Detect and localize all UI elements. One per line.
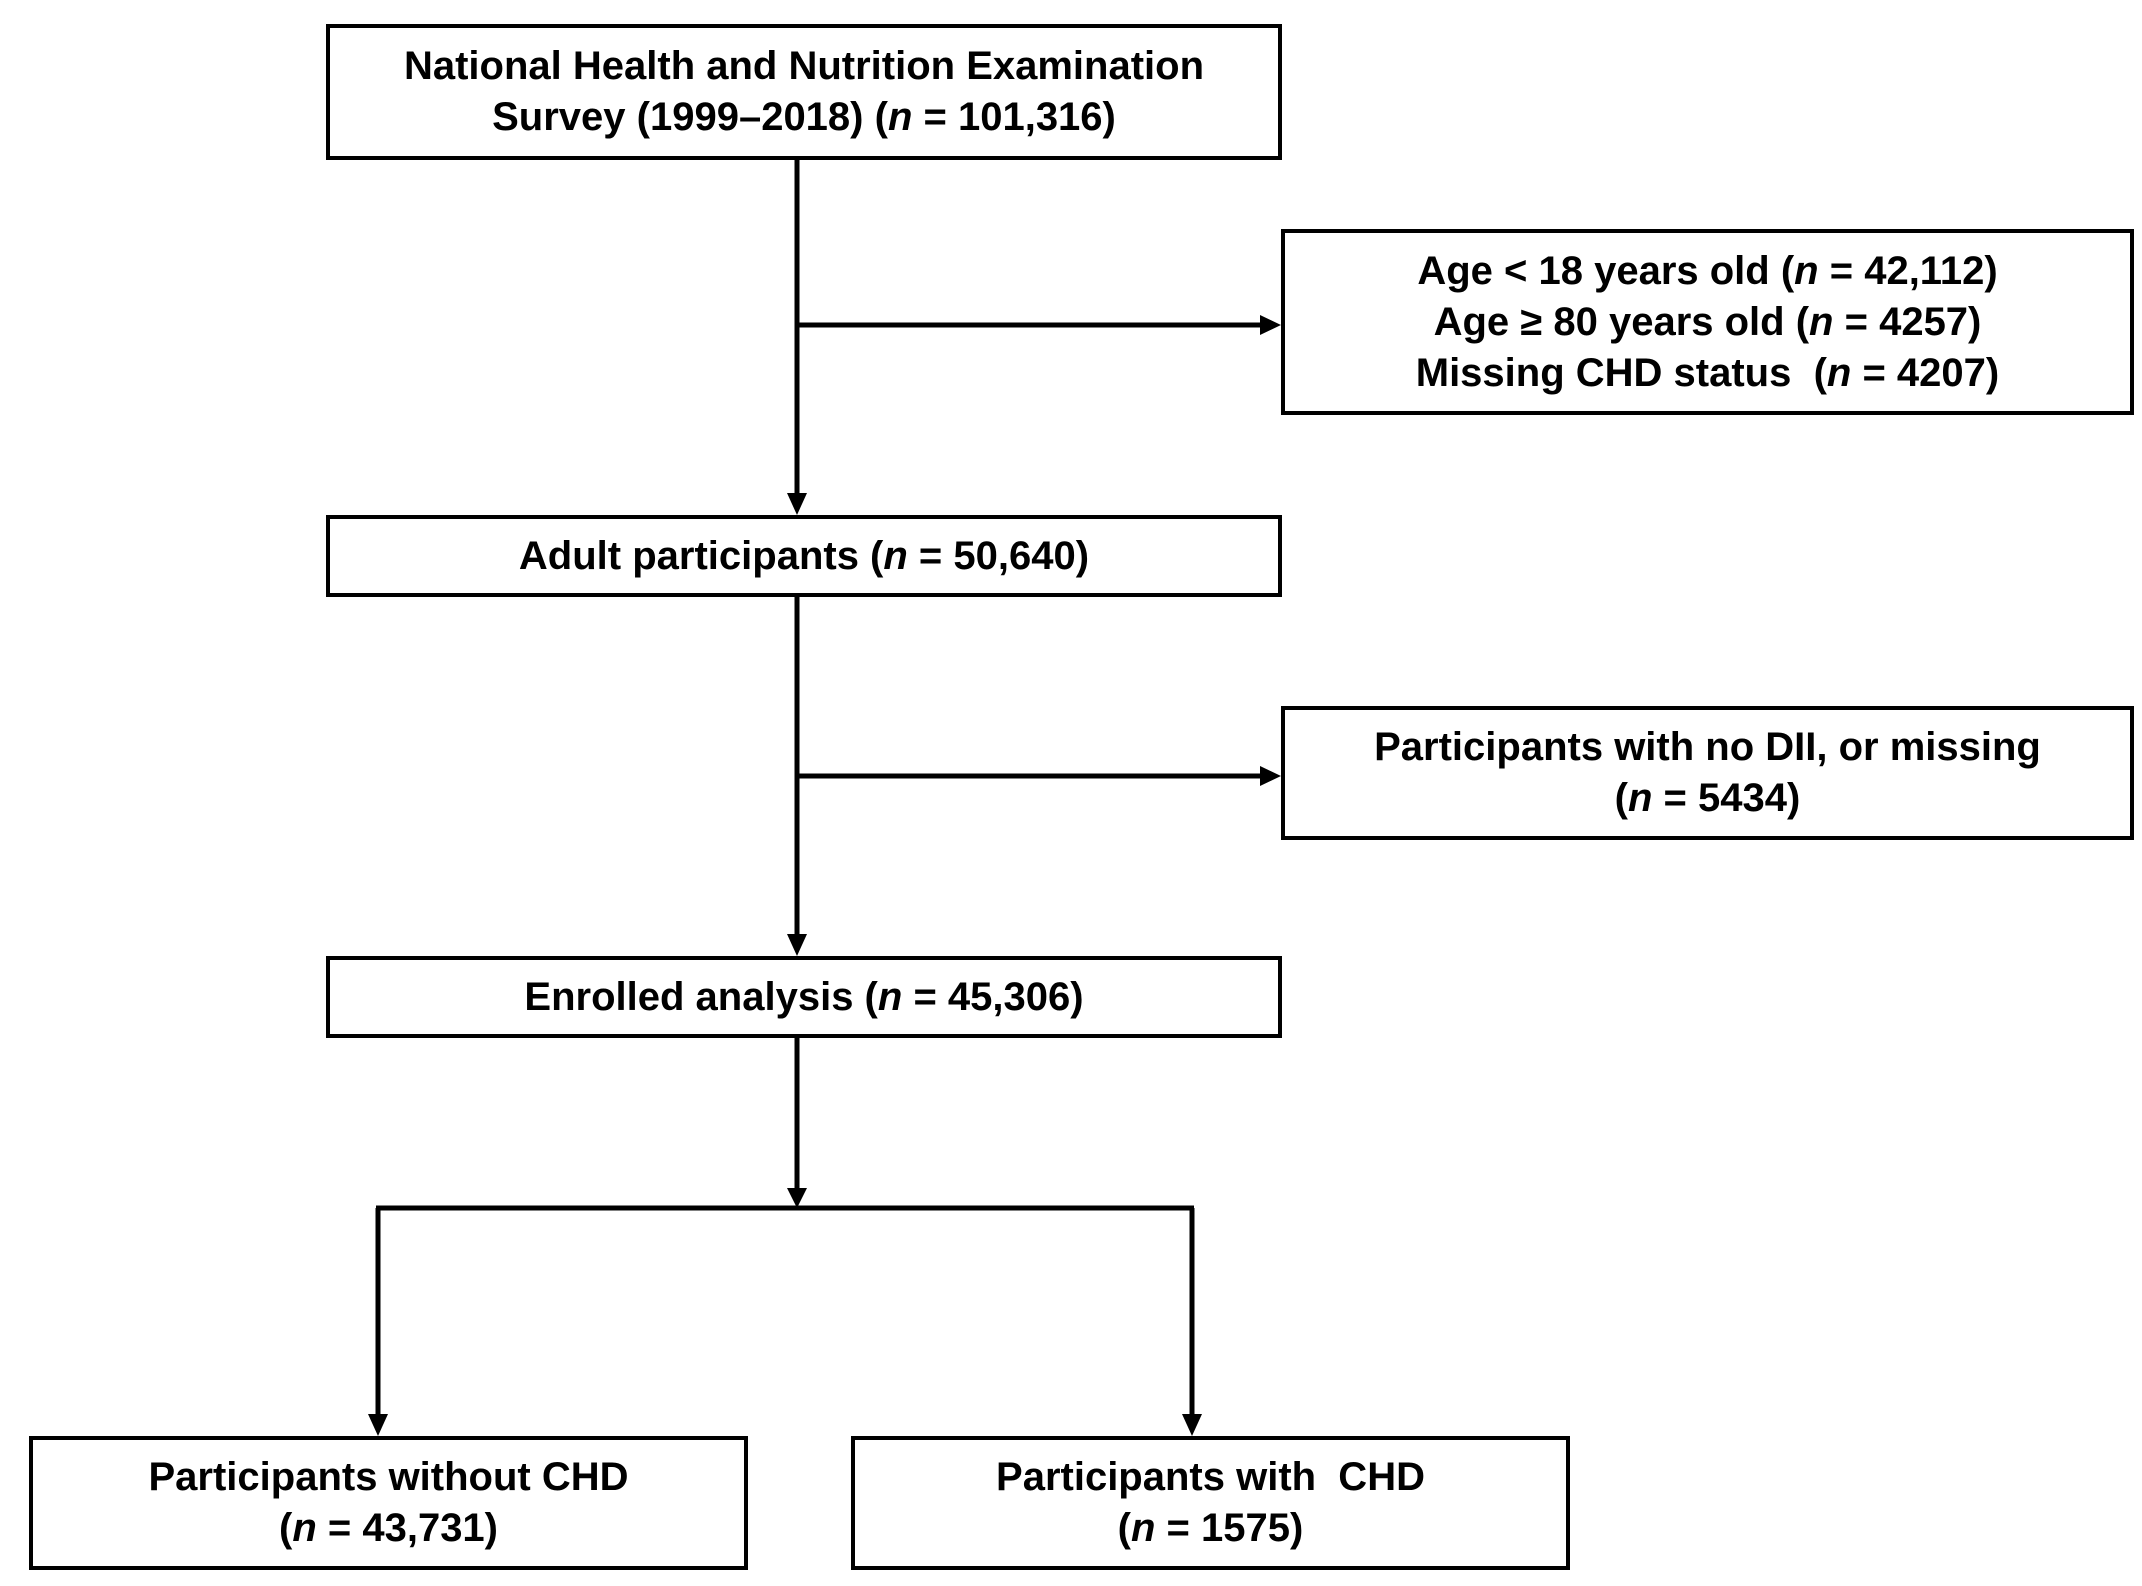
enrolled-n-symbol: n bbox=[877, 974, 903, 1019]
without-chd-line2-suffix: = 43,731) bbox=[316, 1506, 498, 1550]
survey-box bbox=[326, 24, 1282, 160]
enrolled-suffix: = 45,306) bbox=[902, 974, 1084, 1019]
with-chd-line2-prefix: ( bbox=[1117, 1506, 1131, 1550]
exclusion2-line2 bbox=[1615, 773, 1801, 824]
exclusion1-item-missing-chd bbox=[1416, 348, 1999, 399]
survey-n-symbol: n bbox=[887, 95, 913, 139]
with-chd-n-symbol: n bbox=[1131, 1506, 1156, 1550]
adults-label bbox=[519, 531, 1089, 582]
exclusion2-line2-prefix: ( bbox=[1614, 776, 1628, 820]
exclusion1-item0-suffix: = 42,112) bbox=[1818, 248, 1998, 293]
enrolled-label bbox=[524, 972, 1083, 1023]
without-chd-line2-prefix: ( bbox=[278, 1506, 293, 1550]
exclusion1-item1-n-symbol: n bbox=[1809, 299, 1834, 344]
arrowhead-with-chd bbox=[1182, 1414, 1202, 1436]
survey-line2 bbox=[492, 92, 1116, 143]
exclusion1-item0-prefix: Age < 18 years old ( bbox=[1417, 248, 1795, 293]
exclusion1-item2-suffix: = 4207) bbox=[1851, 350, 2000, 395]
with-chd-box bbox=[851, 1436, 1570, 1570]
exclusion2-line2-suffix: = 5434) bbox=[1652, 776, 1801, 820]
survey-line1: National Health and Nutrition Examination bbox=[403, 44, 1205, 88]
without-chd-n-symbol: n bbox=[292, 1506, 317, 1550]
exclusion1-item1-prefix: Age ≥ 80 years old ( bbox=[1433, 299, 1810, 344]
arrowhead-enrolled bbox=[787, 934, 807, 956]
exclusion1-item0-n-symbol: n bbox=[1794, 248, 1819, 293]
arrowhead-without-chd bbox=[368, 1414, 388, 1436]
exclusion1-item2-n-symbol: n bbox=[1826, 350, 1852, 395]
enrolled-box bbox=[326, 956, 1282, 1038]
arrowhead-exclusion2 bbox=[1260, 766, 1281, 786]
exclusion2-box bbox=[1281, 706, 2134, 840]
without-chd-box bbox=[29, 1436, 748, 1570]
exclusion1-item-age-over-80 bbox=[1434, 297, 1982, 348]
survey-line2-suffix: = 101,316) bbox=[912, 95, 1116, 139]
exclusion1-item-age-under-18 bbox=[1417, 246, 1997, 297]
exclusion2-line1: Participants with no DII, or missing bbox=[1374, 725, 2041, 769]
exclusion1-box bbox=[1281, 229, 2134, 415]
adults-prefix: Adult participants ( bbox=[518, 533, 884, 578]
adults-n-symbol: n bbox=[883, 533, 908, 578]
with-chd-line1: Participants with CHD bbox=[996, 1455, 1425, 1499]
without-chd-line2 bbox=[279, 1503, 498, 1554]
arrowhead-exclusion1 bbox=[1260, 315, 1281, 335]
exclusion1-item2-prefix: Missing CHD status ( bbox=[1415, 350, 1827, 395]
enrolled-prefix: Enrolled analysis ( bbox=[524, 974, 878, 1019]
exclusion1-item1-suffix: = 4257) bbox=[1833, 299, 1982, 344]
adults-suffix: = 50,640) bbox=[907, 533, 1090, 578]
arrowhead-adults bbox=[787, 493, 807, 515]
with-chd-line2-suffix: = 1575) bbox=[1155, 1506, 1304, 1550]
arrowhead-split bbox=[787, 1188, 807, 1208]
survey-line2-prefix: Survey (1999–2018) ( bbox=[492, 95, 888, 139]
with-chd-line2 bbox=[1118, 1503, 1304, 1554]
adults-box bbox=[326, 515, 1282, 597]
without-chd-line1: Participants without CHD bbox=[148, 1455, 629, 1499]
exclusion2-n-symbol: n bbox=[1628, 776, 1653, 820]
